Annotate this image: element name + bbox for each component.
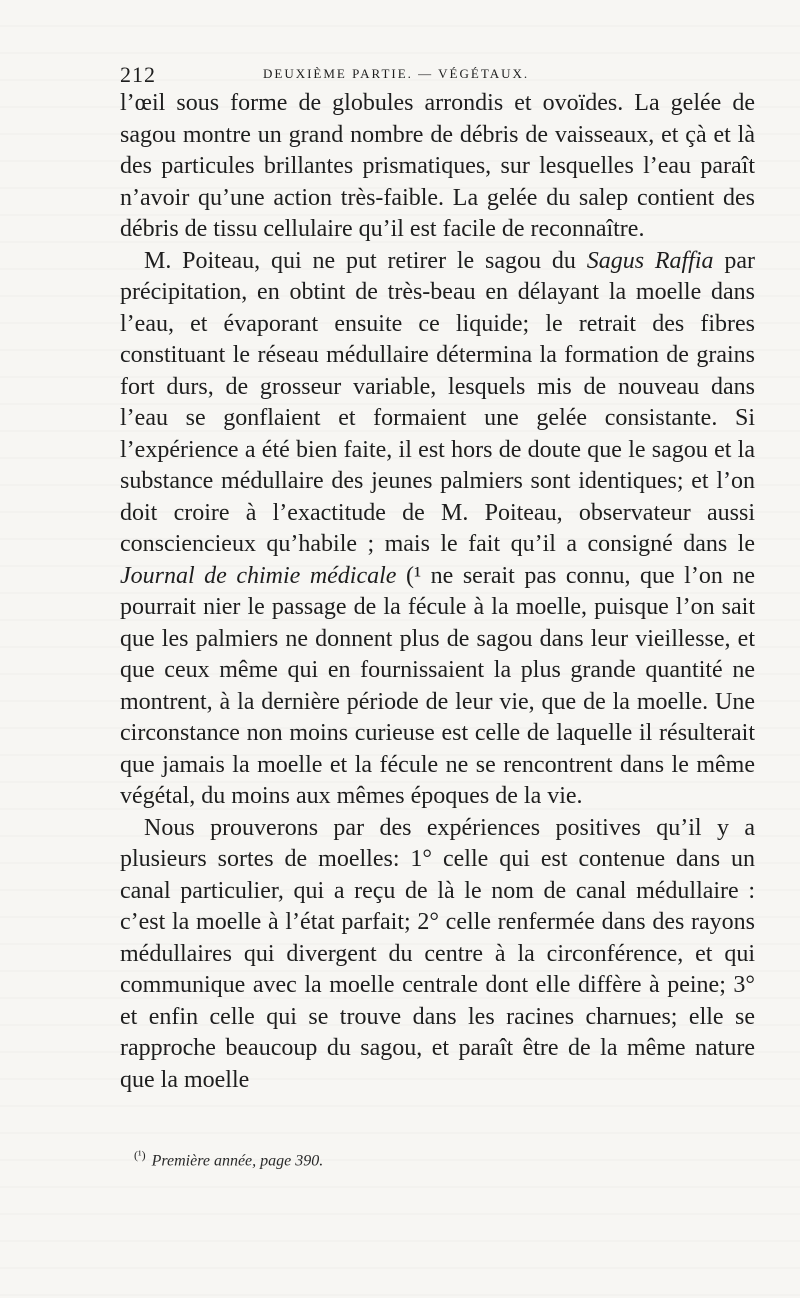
latin-name-sagus-raffia: Sagus Raffia bbox=[586, 247, 714, 274]
paragraph-1: l’œil sous forme de globules arrondis et ovoïdes. La gelée de sagou montre un grand nombre de débris de vaisseaux, et çà et là des particules brillantes prismatiques, sur lesquelles l’eau paraît n’avoir qu’une action très-faible. La gelée du salep contient des débris de tissu cellulaire qu’il est facile de reconnaître. bbox=[120, 90, 755, 242]
paragraph-3: Nous prouverons par des expériences positives qu’il y a plusieurs sortes de moelles: 1° celle qui est contenue dans un canal particulier, qui a reçu de là le nom de canal médullaire : c’est la moelle à l’état parfait; 2° celle renfermée dans des rayons médullaires qui divergent du centre à la circonférence, et qui communique avec la moelle centrale dont elle diffère à peine; 3° et enfin celle qui se trouve dans les racines charnues; elle se rapproche beaucoup du sagou, et paraît être de la même nature que la moelle bbox=[120, 814, 755, 1093]
footnote-marker: (¹) bbox=[134, 1148, 146, 1162]
footnote bbox=[134, 1145, 554, 1171]
running-head-title: DEUXIÈME PARTIE. — VÉGÉTAUX. bbox=[263, 66, 530, 81]
page-text-block bbox=[120, 48, 755, 1096]
paragraph-2 bbox=[120, 246, 755, 813]
footnote-text: Première année, page 390. bbox=[151, 1152, 324, 1170]
journal-title: Journal de chimie médicale bbox=[120, 562, 397, 589]
paragraph-2-text-end: (¹ ne serait pas connu, que l’on ne pourrait nier le passage de la fécule à la moelle, puisque l’on sait que les palmiers ne donnent plus de sagou dans leur vieillesse, et que ceux même qui en fournissaient la plus grande quantité ne montrent, à la dernière période de leur vie, que de la moelle. Une circonstance non moins curieuse est celle de laquelle il résulterait que jamais la moelle et la fécule ne se rencontrent dans le même végétal, du moins aux mêmes époques de la vie. bbox=[120, 562, 755, 809]
running-head bbox=[120, 48, 755, 88]
paragraph-2-text-middle: par précipitation, en obtint de très-beau en délayant la moelle dans l’eau, et évaporant ensuite ce liquide; le retrait des fibres constituant le réseau médullaire détermina la formation de grains fort durs, de grosseur variable, lesquels mis de nouveau dans l’eau se gonflaient et formaient une gelée consistante. Si l’expérience a été bien faite, il est hors de doute que le sagou et la substance médullaire des jeunes palmiers sont identiques; et l’on doit croire à l’exactitude de M. Poiteau, observateur aussi consciencieux qu’habile ; mais le fait qu’il a consigné dans le bbox=[120, 247, 756, 557]
paragraph-2-text-start: M. Poiteau, qui ne put retirer le sagou du bbox=[144, 247, 587, 274]
page-number: 212 bbox=[120, 62, 156, 87]
